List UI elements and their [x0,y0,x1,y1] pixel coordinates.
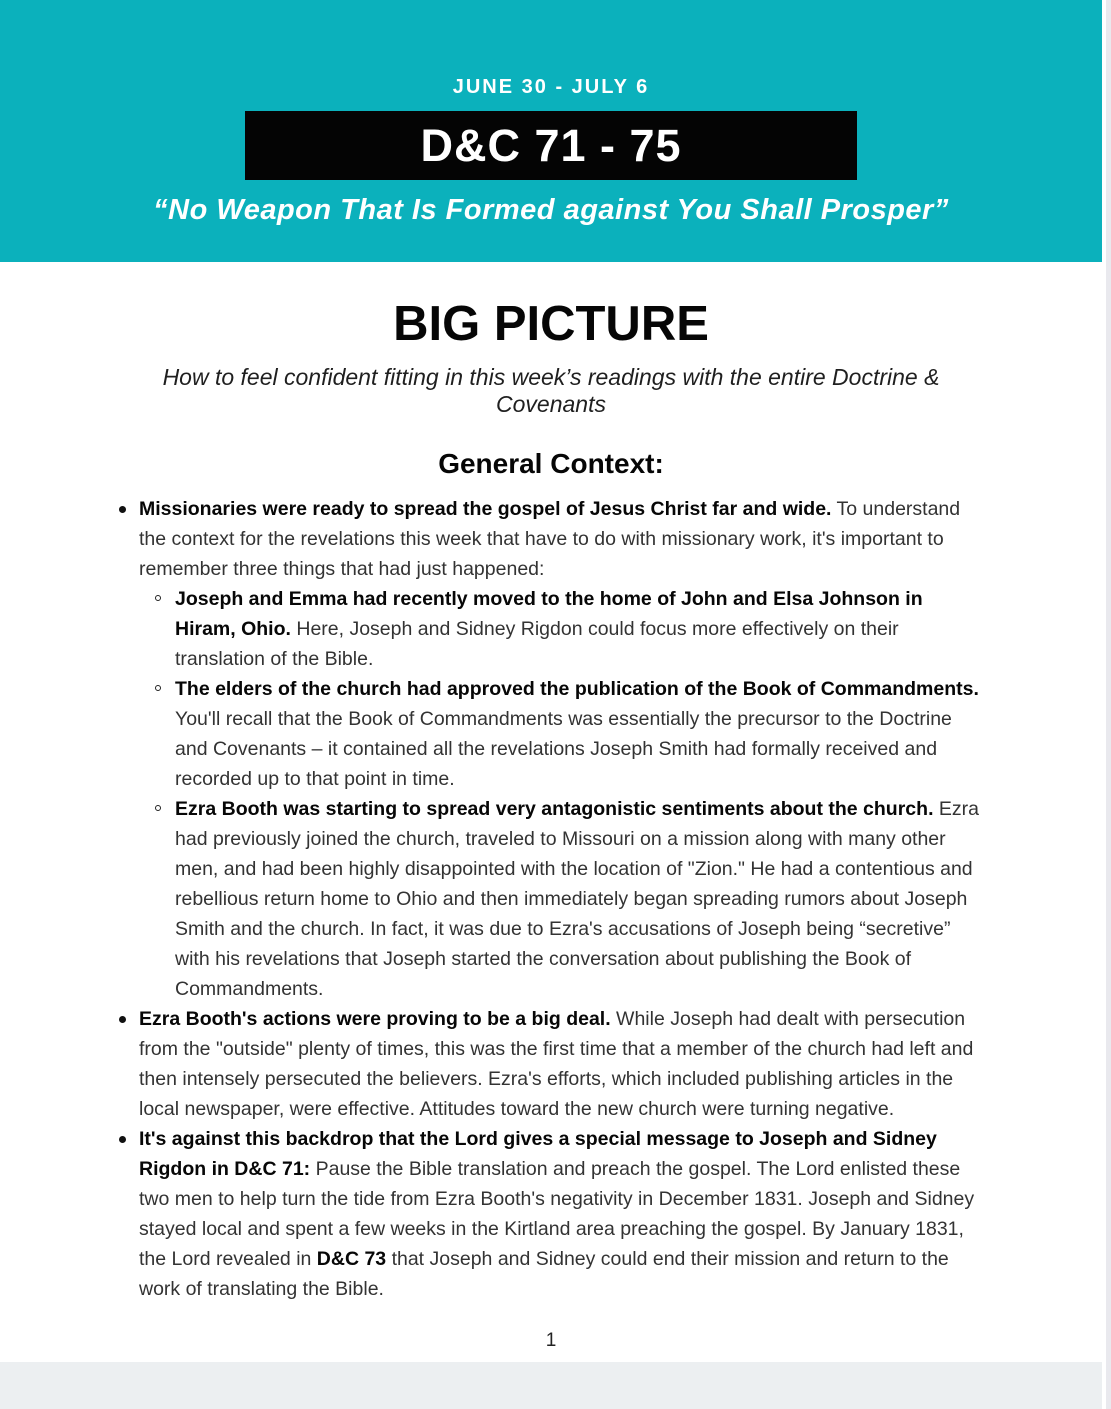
page-bottom-strip [0,1362,1102,1409]
hero-header [0,0,1102,262]
text-segment-bold: Ezra Booth's actions were proving to be a big deal. [139,1008,611,1030]
text-segment-bold: Ezra Booth was starting to spread very antagonistic sentiments about the church. [175,798,934,820]
bullet-item [116,584,986,674]
text-segment: To understand the context for the revelations this week that have to do with missionary work, it's important to remember three things that had just happened: [139,498,961,580]
bullet-circle-icon [155,685,161,691]
text-segment-bold: Joseph and Emma had recently moved to the home of John and Elsa Johnson in Hiram, Ohio. [175,588,923,640]
text-segment: Here, Joseph and Sidney Rigdon could focus more effectively on their translation of the Bible. [175,618,899,670]
bullet-item [116,494,986,584]
bullet-dot-icon [119,1136,126,1143]
big-picture-heading: BIG PICTURE [393,297,709,351]
bullet-item [116,1004,986,1124]
page-title: D&C 71 - 75 [420,119,682,171]
text-segment: Ezra had previously joined the church, traveled to Missouri on a mission along with many other men, and had been highly disappointed with the location of "Zion." He had a contentious and rebellious return home to Ohio and then immediately began spreading rumors about Joseph Smith and the church. In fact, it was due to Ezra's accusations of Joseph being “secretive” with his revelations that Joseph started the conversation about publishing the Book of Commandments. [175,798,979,1000]
text-segment-bold: The elders of the church had approved the publication of the Book of Commandments. [175,678,979,700]
bullet-item [116,794,986,1004]
title-box [245,111,857,180]
bullet-list [116,494,986,1304]
bullet-item [116,674,986,794]
main-content [0,262,1102,1304]
text-segment: While Joseph had dealt with persecution from the "outside" plenty of times, this was the first time that a member of the church had left and then intensely persecuted the believers. Ezra's efforts, which included publishing articles in the local newspaper, were effective. Attitudes toward the new church were turning negative. [139,1008,974,1120]
big-picture-subheading: How to feel confident fitting in this week’s readings with the entire Doctrine & Covenants [162,364,940,417]
bullet-item [116,1124,986,1304]
bullet-dot-icon [119,1016,126,1023]
page-number: 1 [545,1330,557,1351]
bullet-circle-icon [155,805,161,811]
text-segment-bold: Missionaries were ready to spread the gospel of Jesus Christ far and wide. [139,498,832,520]
text-segment: Pause the Bible translation and preach the gospel. The Lord enlisted these two men to help turn the tide from Ezra Booth's negativity in December 1831. Joseph and Sidney stayed local and spent a few weeks in the Kirtland area preaching the gospel. By January 1831, the Lord revealed in [139,1158,975,1270]
bullet-dot-icon [119,506,126,513]
bullet-circle-icon [155,595,161,601]
date-range-label: JUNE 30 - JULY 6 [452,76,650,98]
text-segment-bold: D&C 73 [316,1248,387,1270]
scripture-quote: “No Weapon That Is Formed against You Shall Prosper” [153,194,949,226]
text-segment: that Joseph and Sidney could end their mission and return to the work of translating the Bible. [139,1248,949,1300]
general-context-heading: General Context: [438,448,664,479]
scrollbar-track[interactable] [1104,0,1111,1409]
text-segment-bold: It's against this backdrop that the Lord gives a special message to Joseph and Sidney Rigdon in D&C 71: [139,1128,937,1180]
text-segment: You'll recall that the Book of Commandments was essentially the precursor to the Doctrine and Covenants – it contained all the revelations Joseph Smith had formally received and recorded up to that point in time. [175,708,952,790]
